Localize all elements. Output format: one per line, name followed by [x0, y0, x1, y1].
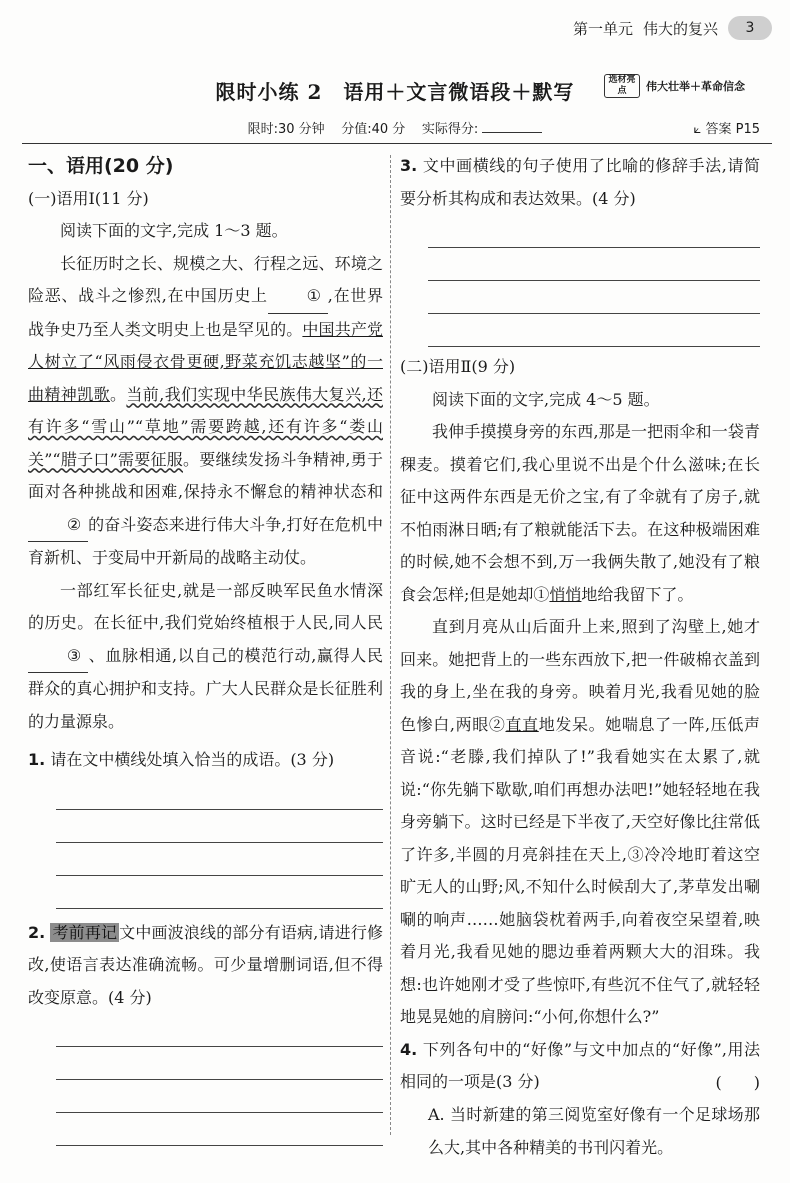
- left-column: [28, 150, 383, 1146]
- answer-line[interactable]: [428, 215, 760, 248]
- column-divider: [390, 155, 391, 1135]
- answer-area-2[interactable]: [56, 1014, 383, 1146]
- page-number: 3: [728, 16, 772, 40]
- answer-line[interactable]: [56, 777, 383, 810]
- section-heading: 一、语用(20 分): [28, 155, 174, 177]
- time-limit: 限时:30 分钟: [247, 122, 325, 137]
- blank-3[interactable]: ③: [28, 640, 88, 674]
- text-span: 。要继续发扬斗争精神,勇于面对各种挑战和困难,保持永不懈怠的精神状态和: [28, 449, 383, 501]
- answer-icon: ⟀: [693, 122, 702, 137]
- right-column: [400, 150, 760, 1164]
- title-divider: [22, 143, 772, 144]
- underlined-sentence: 中国共产党人树立了“风雨侵衣骨更硬,野菜充饥志越坚”的一曲精神凯歌: [28, 319, 383, 404]
- answer-line[interactable]: [56, 1113, 383, 1146]
- text-span: 地给我留下了。: [581, 584, 694, 604]
- answer-ref-text: 答案 P15: [705, 122, 760, 137]
- question-number: 3.: [400, 156, 418, 175]
- question-4: [400, 1034, 760, 1099]
- text-span: 我伸手摸摸身旁的东西,那是一把雨伞和一袋青稞麦。摸着它们,我心里说不出是个什么滋味;在长征中这两件东西是无价之宝,有了伞就有了房子,就不怕雨淋日晒;有了粮就能活下去。在这种极端困难的时候,她不会想不到,万一我俩失散了,她没有了粮食会怎样;但是她却①: [400, 422, 760, 604]
- actual-score-label: 实际得分:: [421, 122, 479, 137]
- question-text: 请在文中横线处填入恰当的成语。(3 分): [50, 750, 335, 769]
- answer-reference: [694, 118, 760, 137]
- answer-line[interactable]: [428, 281, 760, 314]
- text-span: 、血脉相通,以自己的模范行动,赢得人民群众的真心拥护和支持。广大人民群众是长征胜利的力量源泉。: [28, 645, 383, 731]
- question-3: [400, 150, 760, 215]
- answer-line[interactable]: [428, 248, 760, 281]
- question-number: 4.: [400, 1039, 418, 1059]
- blank-2[interactable]: ②: [28, 509, 88, 543]
- page-header: [573, 16, 772, 40]
- subsection-heading: (二)语用Ⅱ(9 分): [400, 357, 516, 376]
- review-tag: 考前再记: [52, 922, 118, 942]
- option-a[interactable]: A. 当时新建的第三阅览室好像有一个足球场那么大,其中各种精美的书刊闪着光。: [428, 1105, 760, 1157]
- reading-instruction: 阅读下面的文字,完成 1～3 题。: [60, 221, 288, 240]
- question-number: 2.: [28, 922, 46, 942]
- answer-line[interactable]: [428, 314, 760, 347]
- text-span: 直到月亮从山后面升上来,照到了沟壁上,她才回来。她把背上的一些东西放下,把一件破棉衣盖到我的身上,坐在我的身旁。映着月光,我看见她的脸色惨白,两眼②: [400, 617, 760, 734]
- text-span: 地发呆。她喘息了一阵,压低声音说:“老滕,我们掉队了!”我看她实在太累了,就说:“你先躺下歇歇,咱们再想办法吧!”她轻轻地在我身旁躺下。这时已经是下半夜了,天空: [400, 714, 760, 831]
- actual-score-field[interactable]: [482, 132, 542, 133]
- passage-paragraph: [28, 248, 383, 575]
- badge-stamp: 选材亮点: [604, 74, 640, 98]
- text-span: 长征历时之长、规模之大、行程之远、环境之险恶、战斗之惨烈,在中国历史上: [28, 253, 383, 305]
- question-text: 文中画横线的句子使用了比喻的修辞手法,请简要分析其构成和表达效果。(4 分): [400, 156, 760, 208]
- answer-line[interactable]: [56, 1080, 383, 1113]
- dotted-word: 好像 ·: [663, 812, 695, 831]
- answer-line[interactable]: [56, 876, 383, 909]
- passage-paragraph: [28, 575, 383, 739]
- text-span: 的奋斗姿态来进行伟大斗争,打好在危机中育新机、于变局中开新局的战略主动仗。: [28, 514, 383, 567]
- exercise-meta: [0, 118, 790, 137]
- text-span: 一部红军长征史,就是一部反映军民鱼水情深的历史。在长征中,我们党始终植根于人民,同人民: [28, 580, 383, 632]
- question-number: 1.: [28, 750, 46, 769]
- answer-line[interactable]: [56, 1014, 383, 1047]
- answer-area-1[interactable]: [56, 777, 383, 909]
- question-1: [28, 744, 383, 777]
- answer-parens[interactable]: ( ): [715, 1072, 760, 1092]
- theme-label: 伟大的复兴: [642, 19, 718, 38]
- passage-paragraph: [400, 416, 760, 611]
- unit-label: 第一单元: [572, 19, 633, 38]
- badge-text: 伟大壮举＋革命信念: [646, 80, 745, 93]
- answer-area-3[interactable]: [428, 215, 760, 347]
- highlight-badge: [604, 74, 745, 98]
- text-span: ,在世界战争史乃至人类文明史上也是罕见的。: [28, 286, 383, 339]
- question-2: [28, 917, 383, 1015]
- wavy-sentence: 当前,我们实现中华民族伟大复兴,还有许多“雪山”“草地”需要跨越,还有许多“娄山关”“腊子口”需要征服: [28, 384, 383, 469]
- text-span: 。: [110, 384, 127, 404]
- page-title: 限时小练 2 语用＋文言微语段＋默写: [215, 80, 575, 104]
- passage-paragraph: [400, 611, 760, 1034]
- text-span: 比往常低了许多,半圆的月亮斜挂在天上,③冷冷地盯着这空旷无人的山野;风,不知什么时候刮大了,茅草发出唰唰的响声……她脑袋枕着两手,向着夜空呆望着,映着月光,我看见她的腮边垂着两颗大大的泪珠。我想:也许她刚才受了些惊吓,有些沉不住气了,就轻轻地晃晃她的肩膀问:“小何,你想什么?”: [400, 812, 760, 1026]
- subsection-heading: (一)语用Ⅰ(11 分): [28, 188, 149, 208]
- question-text: 下列各句中的“好像”与文中加点的“好像”,用法相同的一项是(3 分): [400, 1039, 760, 1091]
- underlined-word: 直直: [505, 714, 539, 734]
- answer-line[interactable]: [56, 810, 383, 843]
- score-total: 分值:40 分: [341, 122, 406, 137]
- underlined-word: 悄悄: [549, 584, 582, 604]
- question-text: 文中画波浪线的部分有语病,请进行修改,使语言表达准确流畅。可少量增删词语,但不得改变原意。(4 分): [28, 922, 383, 1007]
- answer-line[interactable]: [56, 843, 383, 876]
- reading-instruction: 阅读下面的文字,完成 4～5 题。: [432, 389, 660, 409]
- blank-1[interactable]: ①: [268, 280, 328, 314]
- answer-line[interactable]: [56, 1047, 383, 1080]
